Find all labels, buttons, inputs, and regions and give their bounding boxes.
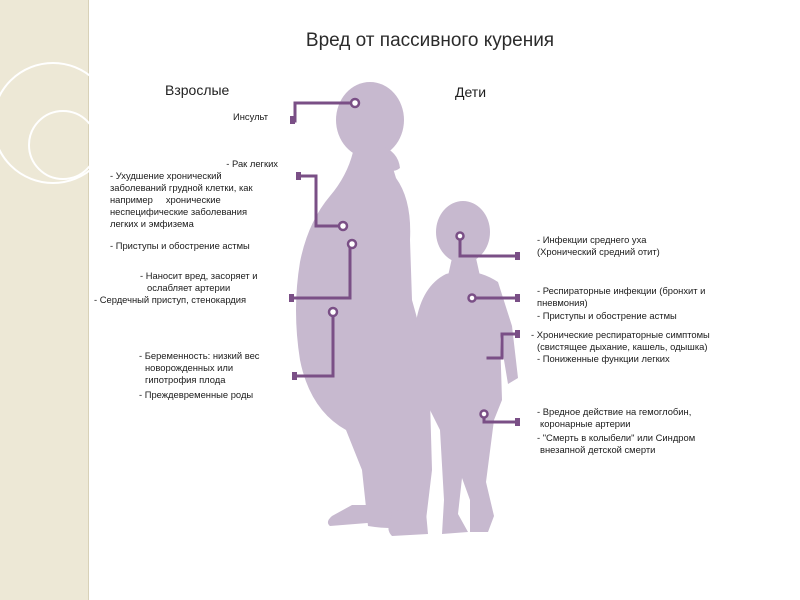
label-arteries-2: ослабляет артерии — [147, 282, 231, 293]
label-ear-1: - Инфекции среднего уха — [537, 234, 647, 245]
adults-heading: Взрослые — [165, 82, 230, 98]
dot-chest — [339, 222, 347, 230]
label-chest-3: например хронические — [110, 194, 221, 205]
label-chest-2: заболеваний грудной клетки, как — [110, 182, 253, 193]
label-arteries-1: - Наносит вред, засоряет и — [140, 270, 258, 281]
dot-child-chest — [469, 295, 476, 302]
label-lung-cancer: - Рак легких — [226, 158, 278, 169]
label-chest-4: неспецифические заболевания — [110, 206, 248, 217]
label-heart: - Сердечный приступ, стенокардия — [94, 294, 247, 305]
children-heading: Дети — [455, 84, 487, 100]
label-pregnancy-2: новорожденных или — [145, 362, 234, 373]
label-chronic-2: (свистящее дыхание, кашель, одышка) — [537, 341, 708, 352]
label-pregnancy-1: - Беременность: низкий вес — [139, 350, 260, 361]
label-pregnancy-3: гипотрофия плода — [145, 374, 226, 385]
dot-head — [351, 99, 359, 107]
label-hemoglobin-2: коронарные артерии — [540, 418, 631, 429]
page-title: Вред от пассивного курения — [305, 30, 555, 51]
label-chronic-1: - Хронические респираторные симптомы — [531, 329, 710, 340]
label-chest-1: - Ухудшение хронический — [110, 170, 222, 181]
label-resp-2: пневмония) — [537, 297, 588, 308]
label-ear-2: (Хронический средний отит) — [537, 246, 660, 257]
adult-silhouette — [296, 82, 432, 536]
label-resp-1: - Респираторные инфекции (бронхит и — [537, 285, 706, 296]
dot-child-blood — [481, 411, 488, 418]
label-lung-function: - Пониженные функции легких — [537, 353, 670, 364]
label-asthma-adult: - Приступы и обострение астмы — [110, 240, 250, 251]
dot-child-ear — [457, 233, 464, 240]
label-hemoglobin-1: - Вредное действие на гемоглобин, — [537, 406, 692, 417]
label-sids-2: внезапной детской смерти — [540, 444, 656, 455]
label-premature: - Преждевременные роды — [139, 389, 254, 400]
label-stroke: Инсульт — [233, 111, 268, 122]
dot-belly — [329, 308, 337, 316]
label-chest-5: легких и эмфизема — [110, 218, 194, 229]
label-asthma-child: - Приступы и обострение астмы — [537, 310, 677, 321]
label-sids-1: - "Смерть в колыбели" или Синдром — [537, 432, 696, 443]
dot-heart — [348, 240, 356, 248]
